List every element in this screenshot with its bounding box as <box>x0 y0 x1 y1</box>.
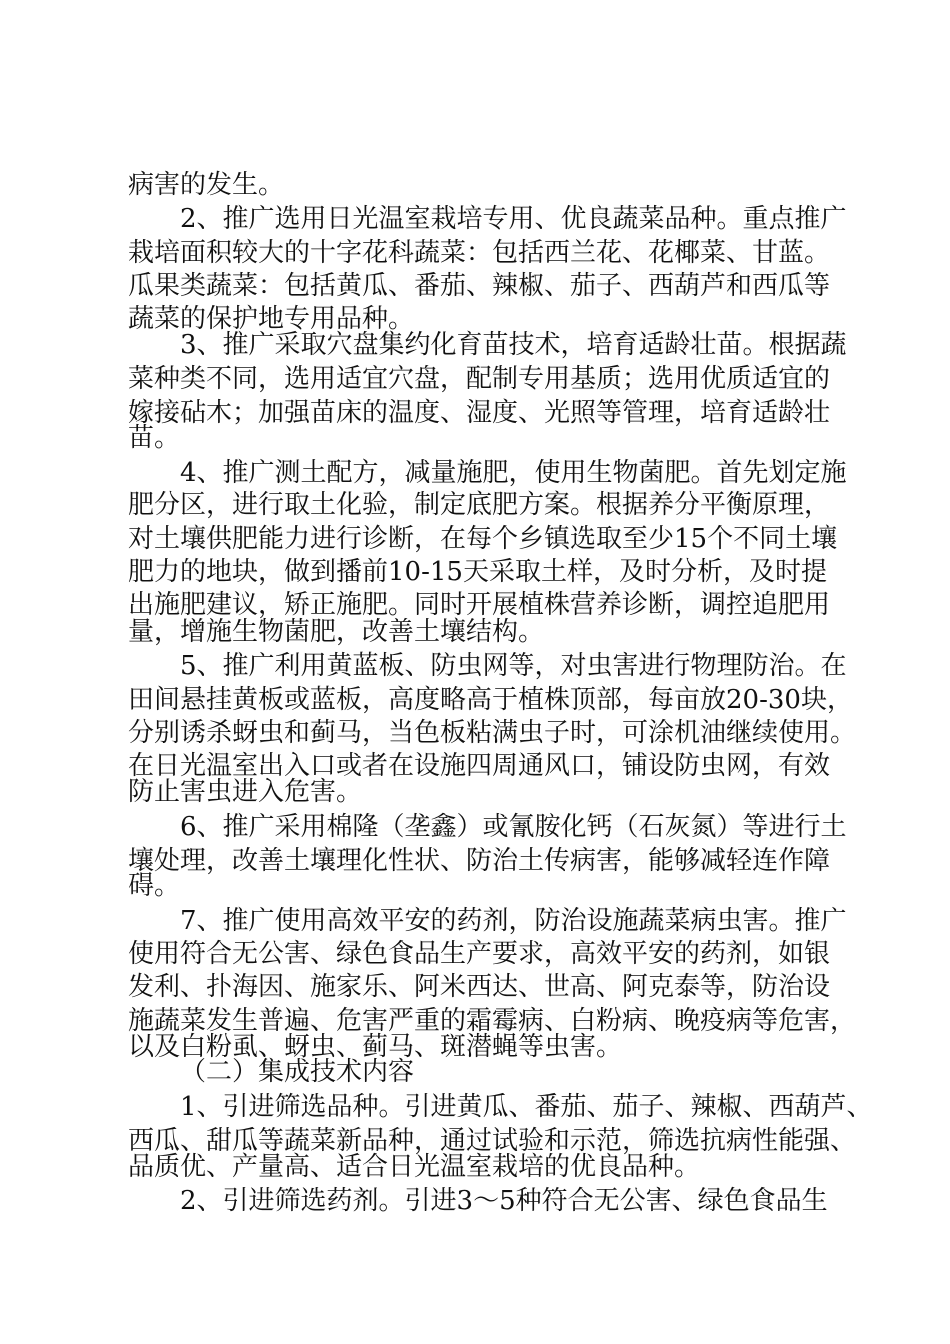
text-line: 4、推广测土配方，减量施肥，使用生物菌肥。首先划定施 <box>180 458 847 488</box>
text-line: 7、推广使用高效平安的药剂，防治设施蔬菜病虫害。推广 <box>180 906 847 936</box>
text-line: 西瓜、甜瓜等蔬菜新品种，通过试验和示范，筛选抗病性能强、 <box>128 1126 857 1156</box>
text-line: 2、推广选用日光温室栽培专用、优良蔬菜品种。重点推广 <box>180 204 847 234</box>
text-line: 碍。 <box>128 871 181 901</box>
text-line: 病害的发生。 <box>128 170 285 200</box>
text-line: 菜种类不同，选用适宜穴盘，配制专用基质；选用优质适宜的 <box>128 364 831 394</box>
text-line: 量，增施生物菌肥，改善土壤结构。 <box>128 617 545 647</box>
text-line: 壤处理，改善土壤理化性状、防治土传病害，能够减轻连作障 <box>128 846 831 876</box>
text-line: 5、推广利用黄蓝板、防虫网等，对虫害进行物理防治。在 <box>180 651 847 681</box>
section-heading: （二）集成技术内容 <box>180 1057 415 1087</box>
text-line: 施蔬菜发生普遍、危害严重的霜霉病、白粉病、晚疫病等危害， <box>128 1006 857 1036</box>
text-line: 使用符合无公害、绿色食品生产要求，高效平安的药剂，如银 <box>128 939 831 969</box>
text-line: 3、推广采取穴盘集约化育苗技术，培育适龄壮苗。根据蔬 <box>180 330 847 360</box>
text-line: 肥力的地块，做到播前10-15天采取土样，及时分析，及时提 <box>128 557 827 587</box>
text-line: 出施肥建议，矫正施肥。同时开展植株营养诊断，调控追肥用 <box>128 590 831 620</box>
text-line: 以及白粉虱、蚜虫、蓟马、斑潜蝇等虫害。 <box>128 1032 623 1062</box>
text-line: 瓜果类蔬菜：包括黄瓜、番茄、辣椒、茄子、西葫芦和西瓜等 <box>128 271 831 301</box>
text-line: 2、引进筛选药剂。引进3～5种符合无公害、绿色食品生 <box>180 1186 828 1216</box>
text-line: 苗。 <box>128 423 181 453</box>
text-line: 发利、扑海因、施家乐、阿米西达、世高、阿克泰等，防治设 <box>128 972 831 1002</box>
text-line: 在日光温室出入口或者在设施四周通风口，铺设防虫网，有效 <box>128 751 831 781</box>
text-line: 嫁接砧木；加强苗床的温度、湿度、光照等管理，培育适龄壮 <box>128 398 831 428</box>
text-line: 防止害虫进入危害。 <box>128 777 363 807</box>
text-line: 6、推广采用棉隆（垄鑫）或氰胺化钙（石灰氮）等进行土 <box>180 812 847 842</box>
text-line: 田间悬挂黄板或蓝板，高度略高于植株顶部，每亩放20-30块， <box>128 685 853 715</box>
text-line: 1、引进筛选品种。引进黄瓜、番茄、茄子、辣椒、西葫芦、 <box>180 1092 873 1122</box>
text-line: 栽培面积较大的十字花科蔬菜：包括西兰花、花椰菜、甘蓝。 <box>128 238 831 268</box>
text-line: 品质优、产量高、适合日光温室栽培的优良品种。 <box>128 1152 701 1182</box>
text-line: 对土壤供肥能力进行诊断，在每个乡镇选取至少15个不同土壤 <box>128 524 838 554</box>
text-line: 蔬菜的保护地专用品种。 <box>128 304 415 334</box>
text-line: 肥分区，进行取土化验，制定底肥方案。根据养分平衡原理， <box>128 490 831 520</box>
text-line: 分别诱杀蚜虫和蓟马，当色板粘满虫子时，可涂机油继续使用。 <box>128 718 857 748</box>
